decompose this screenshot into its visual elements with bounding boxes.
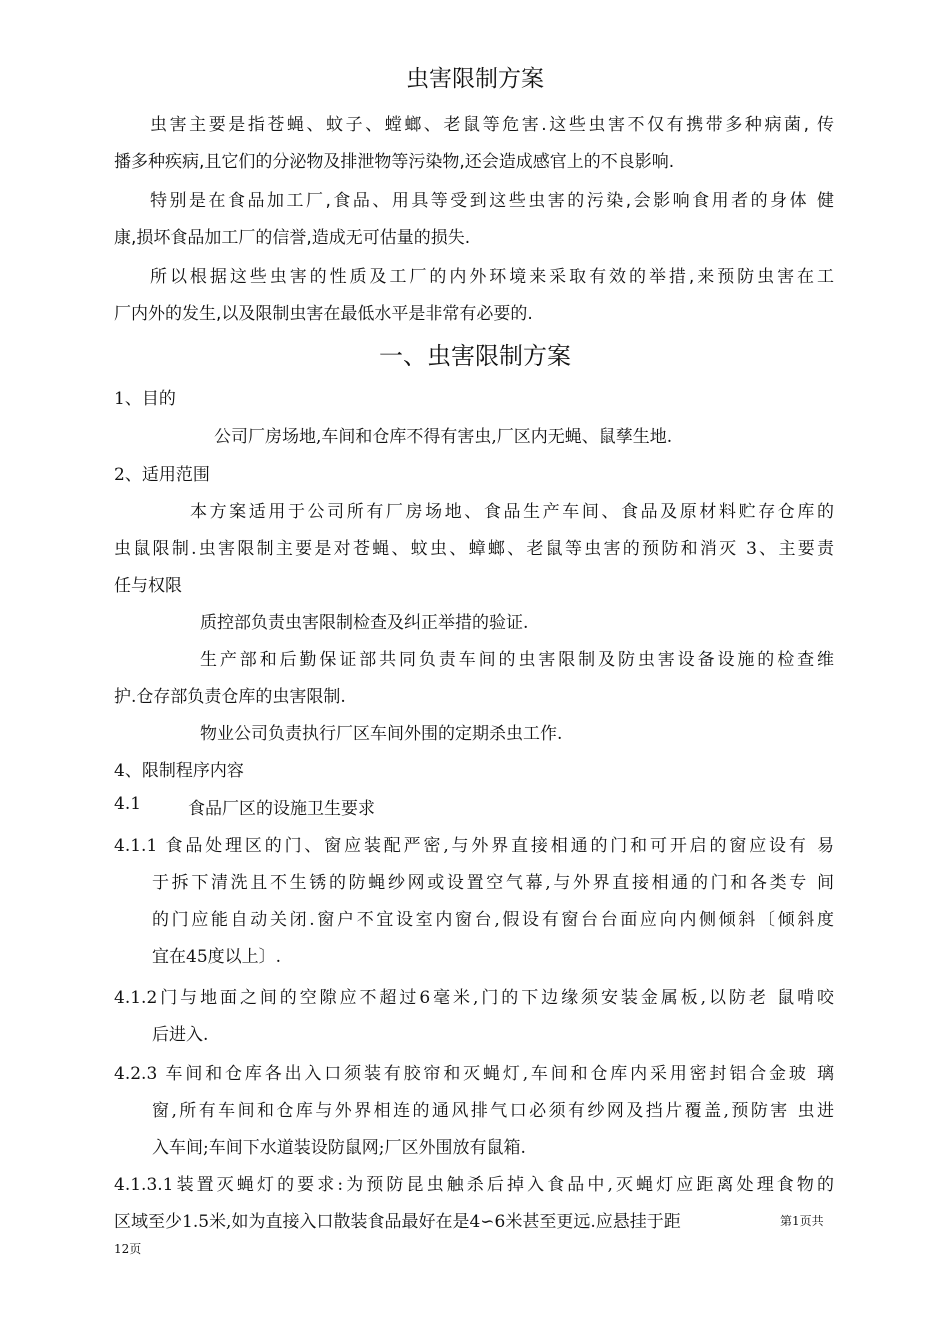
item-4-1-1-line-3: 的门应能自动关闭.窗户不宜设室内窗台,假设有窗台台面应向内侧倾斜〔倾斜度 (152, 910, 834, 930)
section-3-paragraph-2-line-2: 护.仓存部负责仓库的虫害限制. (114, 687, 346, 707)
item-4-1-1-line-4: 宜在45度以上〕. (152, 947, 282, 967)
page-title: 虫害限制方案 (406, 66, 544, 92)
section-2-heading: 2、适用范围 (114, 465, 210, 485)
item-4-1-3-1-line-2: 区域至少1.5米,如为直接入口散装食品最好在是4∽6米甚至更远.应悬挂于距 (114, 1212, 681, 1232)
section-4-heading: 4、限制程序内容 (114, 761, 244, 781)
section-1-text: 公司厂房场地,车间和仓库不得有害虫,厂区内无蝇、鼠孳生地. (214, 427, 673, 447)
item-4-2-3-line-1: 4.2.3 车间和仓库各出入口须装有胶帘和灭蝇灯,车间和仓库内采用密封铝合金玻 璃 (114, 1064, 834, 1084)
section-title: 一、虫害限制方案 (379, 342, 571, 370)
intro-paragraph-3-line-1: 所以根据这些虫害的性质及工厂的内外环境来采取有效的举措,来预防虫害在工 (150, 267, 834, 287)
subsection-4-1-number: 4.1 (114, 794, 142, 814)
item-4-1-2-line-2: 后进入. (152, 1025, 209, 1045)
intro-paragraph-2-line-1: 特别是在食品加工厂,食品、用具等受到这些虫害的污染,会影响食用者的身体 健 (150, 191, 834, 211)
section-3-paragraph-2-line-1: 生产部和后勤保证部共同负责车间的虫害限制及防虫害设备设施的检查维 (200, 650, 834, 670)
intro-paragraph-1-line-1: 虫害主要是指苍蝇、蚊子、螳螂、老鼠等危害.这些虫害不仅有携带多种病菌, 传 (150, 115, 834, 135)
section-3-paragraph-3: 物业公司负责执行厂区车间外围的定期杀虫工作. (200, 724, 563, 744)
section-2-line-3: 任与权限 (114, 576, 182, 596)
section-1-heading: 1、目的 (114, 389, 176, 409)
item-4-1-3-1-line-1: 4.1.3.1装置灭蝇灯的要求:为预防昆虫触杀后掉入食品中,灭蝇灯应距离处理食物的 (114, 1175, 834, 1195)
item-4-1-2-line-1: 4.1.2门与地面之间的空隙应不超过6毫米,门的下边缘须安装金属板,以防老 鼠啃咬 (114, 988, 835, 1008)
item-4-2-3-line-2: 窗,所有车间和仓库与外界相连的通风排气口必须有纱网及挡片覆盖,预防害 虫进 (152, 1101, 834, 1121)
subsection-4-1-title: 食品厂区的设施卫生要求 (188, 799, 375, 819)
section-2-line-1: 本方案适用于公司所有厂房场地、食品生产车间、食品及原材料贮存仓库的 (190, 502, 834, 522)
section-3-paragraph-1: 质控部负责虫害限制检查及纠正举措的验证. (200, 613, 529, 633)
page-number-label: 第1页共 (780, 1214, 824, 1228)
intro-paragraph-1-line-2: 播多种疾病,且它们的分泌物及排泄物等污染物,还会造成感官上的不良影响. (114, 152, 675, 172)
item-4-2-3-line-3: 入车间;车间下水道装设防鼠网;厂区外围放有鼠箱. (152, 1138, 526, 1158)
page-total-label: 12页 (114, 1242, 142, 1256)
item-4-1-1-line-2: 于拆下清洗且不生锈的防蝇纱网或设置空气幕,与外界直接相通的门和各类专 间 (152, 873, 834, 893)
section-2-line-2: 虫鼠限制.虫害限制主要是对苍蝇、蚊虫、蟑螂、老鼠等虫害的预防和消灭 3、主要责 (114, 539, 834, 559)
intro-paragraph-2-line-2: 康,损坏食品加工厂的信誉,造成无可估量的损失. (114, 228, 471, 248)
intro-paragraph-3-line-2: 厂内外的发生,以及限制虫害在最低水平是非常有必要的. (114, 304, 533, 324)
item-4-1-1-line-1: 4.1.1 食品处理区的门、窗应装配严密,与外界直接相通的门和可开启的窗应设有 易 (114, 836, 834, 856)
